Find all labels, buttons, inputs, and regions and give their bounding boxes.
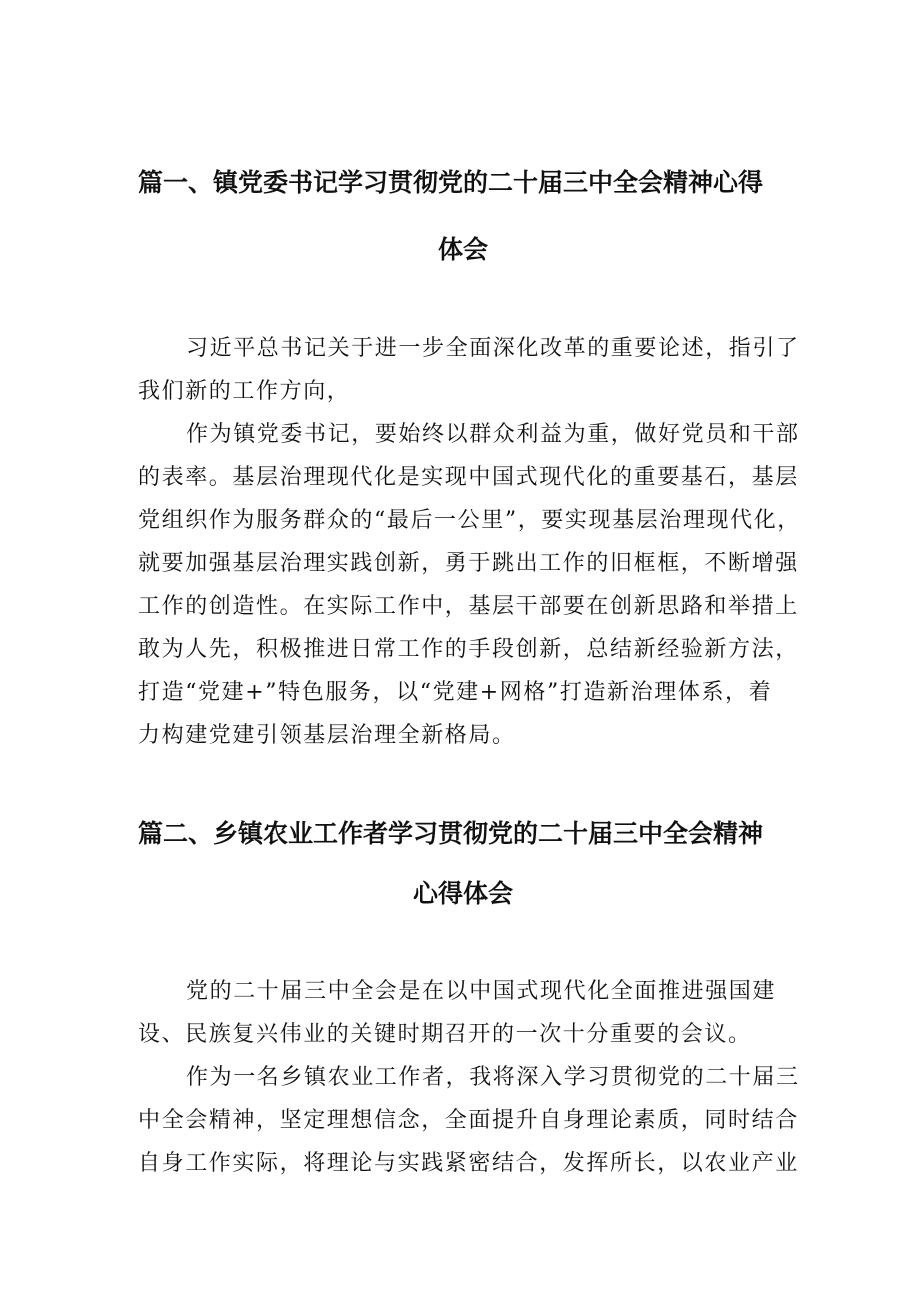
section-2-paragraph-1-line: 党的二十届三中全会是在以中国式现代化全面推进强国建 — [186, 979, 777, 1004]
section-1-paragraph-2-line: 党组织作为服务群众的“最后一公里”，要实现基层治理现代化， — [138, 508, 801, 533]
section-1-paragraph-1-line: 习近平总书记关于进一步全面深化改革的重要论述，指引了 — [186, 336, 800, 361]
section-2-title-line-1: 篇二、乡镇农业工作者学习贯彻党的二十届三中全会精神 — [138, 819, 764, 848]
section-2-title-line-2: 心得体会 — [413, 879, 514, 908]
section-1-paragraph-2-line: 作为镇党委书记，要始终以群众利益为重，做好党员和干部 — [186, 422, 800, 447]
section-2-paragraph-1-line: 设、民族复兴伟业的关键时期召开的一次十分重要的会议。 — [138, 1022, 752, 1047]
section-1-title-line-2: 体会 — [438, 235, 489, 264]
section-1-paragraph-2-line: 力构建党建引领基层治理全新格局。 — [138, 723, 516, 748]
section-1-title-line-1: 篇一、镇党委书记学习贯彻党的二十届三中全会精神心得 — [138, 168, 764, 197]
section-2-paragraph-2-line: 作为一名乡镇农业工作者，我将深入学习贯彻党的二十届三 — [186, 1065, 800, 1090]
section-2-paragraph-2-line: 自身工作实际，将理论与实践紧密结合，发挥所长，以农业产业 — [138, 1151, 799, 1176]
section-1-paragraph-2-line: 就要加强基层治理实践创新，勇于跳出工作的旧框框，不断增强 — [138, 551, 799, 576]
section-1-paragraph-1-line: 我们新的工作方向， — [138, 379, 351, 404]
section-1-paragraph-2-line: 工作的创造性。在实际工作中，基层干部要在创新思路和举措上 — [138, 594, 799, 619]
section-1-paragraph-2-line: 打造“党建+”特色服务，以“党建+网格”打造新治理体系，着 — [138, 680, 773, 705]
section-2-paragraph-2-line: 中全会精神，坚定理想信念，全面提升自身理论素质，同时结合 — [138, 1108, 799, 1133]
section-1-paragraph-2-line: 敢为人先，积极推进日常工作的手段创新，总结新经验新方法， — [138, 637, 799, 662]
section-1-paragraph-2-line: 的表率。基层治理现代化是实现中国式现代化的重要基石，基层 — [138, 465, 799, 490]
